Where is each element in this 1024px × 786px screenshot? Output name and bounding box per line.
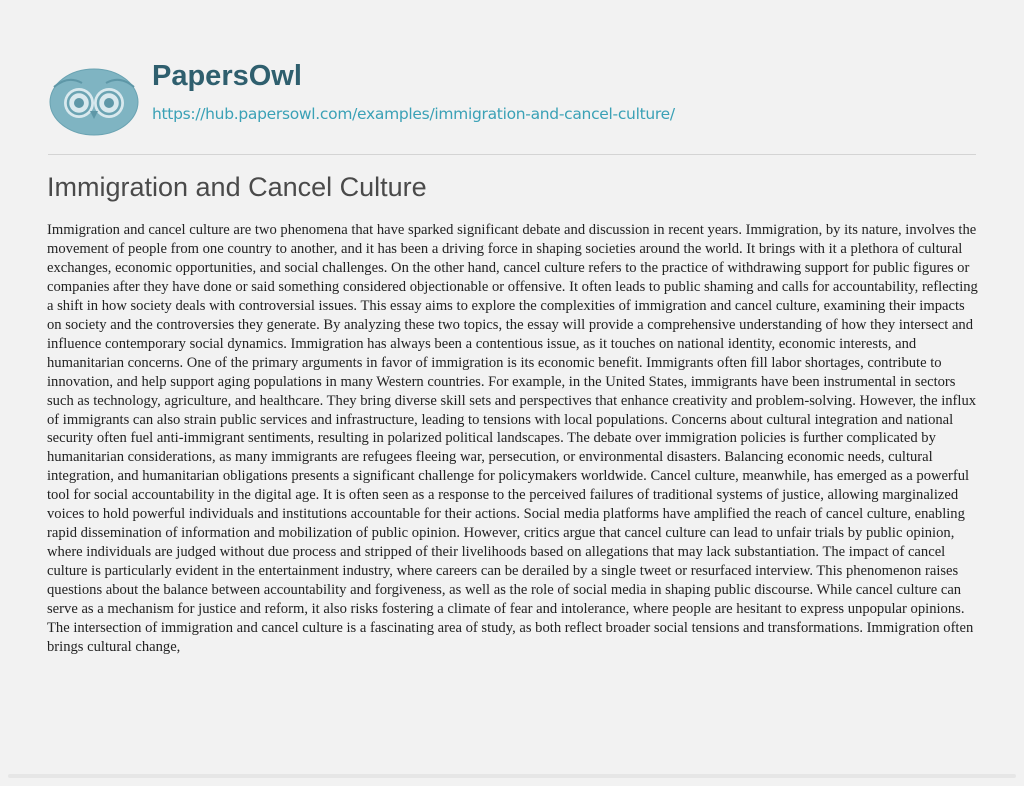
document-title: Immigration and Cancel Culture (47, 172, 427, 202)
site-header (0, 0, 1024, 159)
header-divider (48, 154, 976, 155)
document-body: Immigration and cancel culture are two phenomena that have sparked significant debate and discussion in recent years. Immigration, by its nature, involves the movement of people from one country to another, and it has been a driving force in shaping societies around the world. It brings with it a plethora of cultural exchanges, economic opportunities, and social challenges. On the other hand, cancel culture refers to the practice of withdrawing support for public figures or companies after they have done or said something considered objectionable or offensive. It often leads to public shaming and calls for accountability, reflecting a shift in how society deals with controversial issues. This essay aims to explore the complexities of immigration and cancel culture, examining their impacts on society and the controversies they generate. By analyzing these two topics, the essay will provide a comprehensive understanding of how they intersect and influence contemporary social dynamics. Immigration has always been a contentious issue, as it touches on national identity, economic interests, and humanitarian concerns. One of the primary arguments in favor of immigration is its economic benefit. Immigrants often fill labor shortages, contribute to innovation, and help support aging populations in many Western countries. For example, in the United States, immigrants have been instrumental in sectors such as technology, agriculture, and healthcare. They bring diverse skill sets and perspectives that enhance creativity and problem-solving. However, the influx of immigrants can also strain public services and infrastructure, leading to tensions with local populations. Concerns about cultural integration and national security often fuel anti-immigrant sentiments, resulting in polarized political landscapes. The debate over immigration policies is further complicated by humanitarian considerations, as many immigrants are refugees fleeing war, persecution, or environmental disasters. Balancing economic needs, cultural integration, and humanitarian obligations presents a significant challenge for policymakers worldwide. Cancel culture, meanwhile, has emerged as a powerful tool for social accountability in the digital age. It is often seen as a response to the perceived failures of traditional systems of justice, allowing marginalized voices to hold powerful individuals and institutions accountable for their actions. Social media platforms have amplified the reach of cancel culture, enabling rapid dissemination of information and mobilization of public opinion. However, critics argue that cancel culture can lead to unfair trials by public opinion, where individuals are judged without due process and stripped of their livelihoods based on allegations that may lack substantiation. The impact of cancel culture is particularly evident in the entertainment industry, where careers can be derailed by a single tweet or resurfaced interview. This phenomenon raises questions about the balance between accountability and forgiveness, as well as the role of social media in shaping public discourse. While cancel culture can serve as a mechanism for justice and reform, it also risks fostering a climate of fear and intolerance, where people are hesitant to express unpopular opinions. The intersection of immigration and cancel culture is a fascinating area of study, as both reflect broader social tensions and transformations. Immigration often brings cultural change, (47, 222, 978, 655)
owl-logo-icon (48, 67, 140, 137)
bottom-scrollbar[interactable] (8, 774, 1016, 778)
page-url-link[interactable]: https://hub.papersowl.com/examples/immigration-and-cancel-culture/ (152, 105, 675, 123)
brand-name: PapersOwl (152, 60, 302, 92)
